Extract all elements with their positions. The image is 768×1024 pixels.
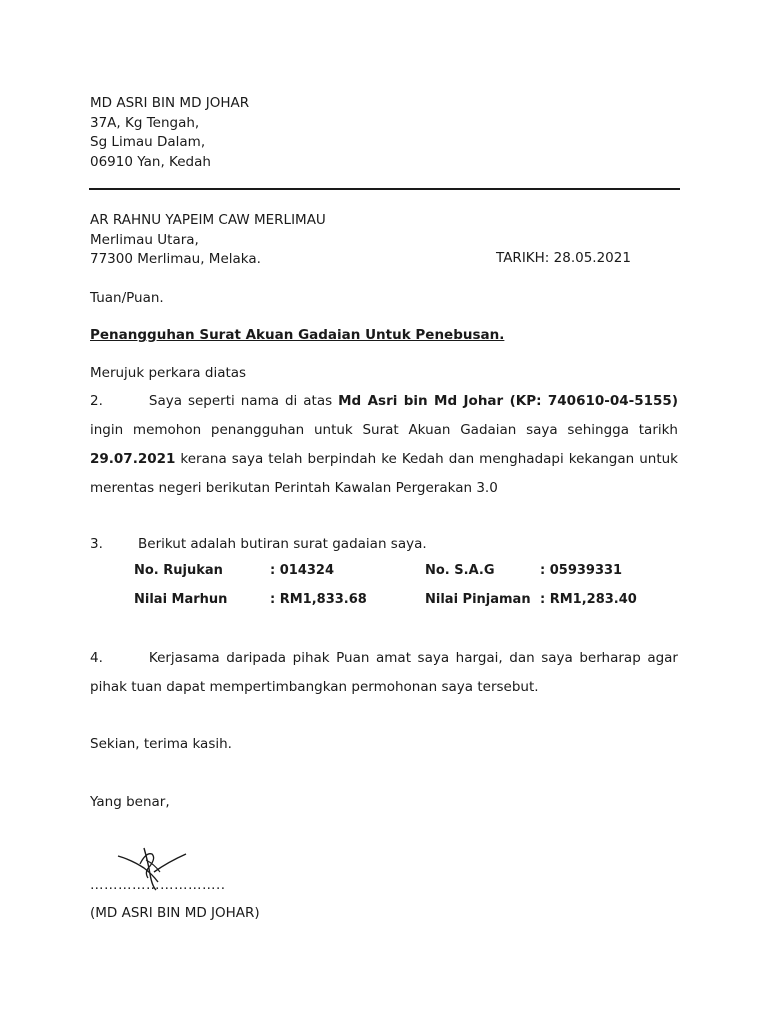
paragraph-4-number: 4.	[90, 650, 103, 666]
paragraph-4	[90, 644, 678, 702]
loan-value-amount: : RM1,283.40	[540, 592, 637, 607]
sender-address	[90, 94, 249, 172]
paragraph-3-text: Berikut adalah butiran surat gadaian saya.	[138, 536, 427, 552]
paragraph-2-text-c: kerana saya telah berpindah ke Kedah dan menghadapi kekangan untuk merentas negeri berikutan Perintah Kawalan Pergerakan 3.0	[90, 451, 678, 496]
paragraph-3	[90, 535, 427, 554]
recipient-address-line-1: Merlimau Utara,	[90, 231, 199, 248]
sag-number-value: : 05939331	[540, 563, 623, 578]
yours-truly: Yang benar,	[90, 794, 170, 810]
sender-address-line-2: Sg Limau Dalam,	[90, 134, 206, 150]
sender-name: MD ASRI BIN MD JOHAR	[90, 95, 250, 111]
reference-line: Merujuk perkara diatas	[90, 365, 247, 381]
ref-number-label: No. Rujukan	[134, 563, 223, 578]
paragraph-2-number: 2.	[90, 393, 103, 409]
paragraph-2-text-b: ingin memohon penangguhan untuk Surat Akuan Gadaian saya sehingga tarikh	[90, 422, 678, 438]
paragraph-2	[90, 387, 678, 503]
paragraph-2-text-a: Saya seperti nama di atas	[148, 393, 339, 409]
recipient-address	[90, 211, 326, 270]
sender-address-line-1: 37A, Kg Tengah,	[90, 114, 200, 131]
deferral-date: 29.07.2021	[90, 451, 176, 467]
signature-line: ………………………..	[90, 877, 226, 893]
marhun-value-amount: : RM1,833.68	[270, 592, 367, 607]
marhun-value-label: Nilai Marhun	[134, 592, 228, 607]
ref-number-value: : 014324	[270, 563, 334, 578]
salutation: Tuan/Puan.	[90, 290, 164, 306]
applicant-name-ic: Md Asri bin Md Johar (KP: 740610-04-5155)	[338, 393, 678, 409]
letter-date: TARIKH: 28.05.2021	[496, 250, 631, 266]
header-divider	[89, 188, 680, 190]
closing-line: Sekian, terima kasih.	[90, 736, 232, 752]
paragraph-3-number: 3.	[90, 536, 103, 552]
loan-value-label: Nilai Pinjaman	[425, 592, 531, 607]
signer-name: (MD ASRI BIN MD JOHAR)	[90, 905, 260, 921]
recipient-name: AR RAHNU YAPEIM CAW MERLIMAU	[90, 212, 326, 228]
sender-address-line-3: 06910 Yan, Kedah	[90, 153, 211, 170]
letter-subject: Penangguhan Surat Akuan Gadaian Untuk Penebusan.	[90, 327, 505, 343]
recipient-address-line-2: 77300 Merlimau, Melaka.	[90, 251, 261, 267]
paragraph-4-text: Kerjasama daripada pihak Puan amat saya hargai, dan saya berharap agar pihak tuan dapat mempertimbangkan permohonan saya tersebut.	[90, 650, 678, 695]
sag-number-label: No. S.A.G	[425, 563, 495, 578]
